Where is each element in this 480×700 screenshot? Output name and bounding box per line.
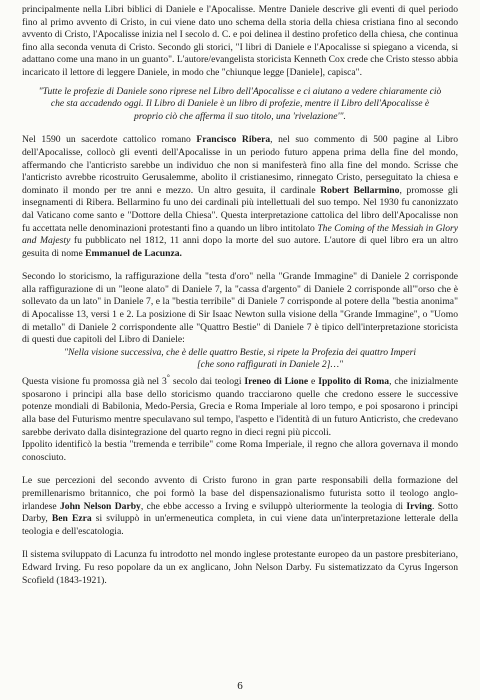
paragraph-ireneo — [22, 372, 458, 439]
superscript: ° — [166, 373, 170, 383]
text-run: Le sue percezioni del secondo avvento di Cristo furono in gran parte responsabili della formazione del premillenarismo britannico, che poi formò la base del dispensazionalismo futurista sotto il teologo anglo-irlandese — [22, 475, 458, 512]
verse-line-2: [che sono raffigurati in Daniele 2]…" — [196, 359, 344, 371]
text-run: , nel suo commento di 500 pagine al Libro dell'Apocalisse, collocò gli eventi dell'Apocalisse in un periodo futuro appena prima della fine del mondo, affermando che l'anticristo sarebbe un individuo che non si manifesterà fino alla fine del mondo. Scrisse che l'anticristo avrebbe ricostruito Gerusalemme, abolito il cristianesimo, rinnegato Cristo, perseguitato la chiesa e dominato il mondo per tre anni e mezzo. Un altro gesuita, il cardinale — [22, 134, 459, 196]
name-ben-ezra: Ben Ezra — [51, 513, 92, 525]
name-irving: Irving — [406, 500, 432, 512]
paragraph-ribera — [22, 134, 458, 260]
verse-quote — [22, 347, 458, 372]
paragraph-ippolito: Ippolito identificò la bestia "tremenda e terribile" come Roma Imperiale, il regno che allora governava il mondo conosciuto. — [22, 439, 458, 463]
verse-line-1: "Nella visione successiva, che è delle quattro Bestie, si ripete la Profezia dei quattro Imperi — [64, 346, 416, 358]
text-run: , promosse gli insegnamenti di Ribera. Bellarmino fu uno dei cardinali più intellettuali del suo tempo. Nel 1930 fu canonizzato dal Vaticano come santo e "Dottore della Chiesa". Questa interpretazione cattolica del libro dell'Apocalisse non fu accettata nelle denominazioni protestanti fino a quando un libro intitolato — [22, 184, 458, 234]
paragraph-lacunza-system: Il sistema sviluppato di Lacunza fu introdotto nel mondo inglese protestante europeo da un pastore presbiteriano, Edward Irving. Fu reso popolare da un ex anglicano, John Nelson Darby. Fu sistematizzato da Cyrus Ingerson Scofield (1843-1921). — [22, 549, 458, 586]
text-run: , che inizialmente sposarono i principi alla base dello storicismo quando tracciarono quelle che credono essere le successive potenze mondiali di Babilonia, Medo-Persia, Grecia e Roma Imperiale al loro tempo, e poi sposarono i principi alla base del Futurismo mentre speculavano sul tempo, l'aspetto e l'identità di un futuro Anticristo, che credevano sarebbe derivato dalla disintegrazione del quarto regno in dieci regni più piccoli. — [22, 376, 458, 438]
text-run: si sviluppò in un'ermeneutica completa, in cui viene data un'interpretazione letterale della teologia e dell'escatologia. — [22, 513, 458, 537]
text-run: Questa visione fu promossa già nel 3 — [22, 376, 167, 388]
name-ireneo: Ireneo di Lione — [244, 376, 309, 388]
name-darby: John Nelson Darby — [60, 500, 141, 512]
text-run: , che ebbe accesso a Irving e sviluppò ulteriormente la teologia di — [140, 500, 407, 512]
name-bellarmino: Robert Bellarmino — [320, 184, 400, 196]
page-number: 6 — [237, 680, 243, 692]
blockquote-daniel: "Tutte le profezie di Daniele sono riprese nel Libro dell'Apocalisse e ci aiutano a vedere chiaramente ciò che sta accadendo oggi. Il Libro di Daniele è un libro di profezie, mentre il Libro dell'Apocalisse è proprio ciò che afferma il suo titolo, una 'rivelazione'". — [38, 85, 442, 122]
text-run: secolo dai teologi — [169, 376, 245, 388]
text-run: Nel 1590 un sacerdote cattolico romano — [22, 134, 197, 146]
paragraph-historicism: Secondo lo storicismo, la raffigurazione della "testa d'oro" nella "Grande Immagine" di Daniele 2 corrisponde alla raffigurazione di un "leone alato" di Daniele 7, la "cassa d'argento" di Daniele 2 corrisponde all'"orso che è sollevato da un lato" in Daniele 7, e la "bestia terribile" di Daniele 7 corrisponde al potere della "bestia anonima" di Apocalisse 13, versi 1 e 2. La posizione di Sir Isaac Newton sulla visione della "Grande Immagine", o "Uomo di metallo" di Daniele 2 corrispondente alle "Quattro Bestie" di Daniele 7 è tipico dell'interpretazione storicista di questi due capitoli del Libro di Daniele: — [22, 271, 458, 346]
name-lacunza: Emmanuel de Lacunza. — [85, 247, 182, 259]
name-ippolito: Ippolito di Roma — [318, 376, 390, 388]
text-run: . Sotto Darby, — [22, 500, 458, 525]
book-title: The Coming of the Messiah in Glory and Majesty — [22, 222, 459, 247]
paragraph-intro: principalmente nella Libri biblici di Daniele e l'Apocalisse. Mentre Daniele descrive gli eventi di quel periodo fino al primo avvento di Cristo, in cui viene dato uno schema della storia della chiesa cristiana fino al secondo avvento di Cristo, l'Apocalisse inizia nel I secolo d. C. e poi delinea il destino profetico della chiesa, che continua fino alla seconda venuta di Cristo. Secondo gli storici, "I libri di Daniele e l'Apocalisse si spiegano a vicenda, si adattano come una mano in un guanto". L'autore/evangelista storicista Kenneth Cox crede che Cristo stesso abbia incaricato il lettore di leggere Daniele, in modo che "chiunque legge [Daniele], capisca". — [22, 4, 458, 78]
text-run: fu pubblicato nel 1812, 11 anni dopo la morte del suo autore. L'autore di quel libro era un altro gesuita di nome — [22, 235, 458, 259]
name-ribera: Francisco Ribera — [196, 134, 271, 146]
text-run: e — [308, 376, 319, 388]
paragraph-premillennialism — [22, 475, 458, 538]
